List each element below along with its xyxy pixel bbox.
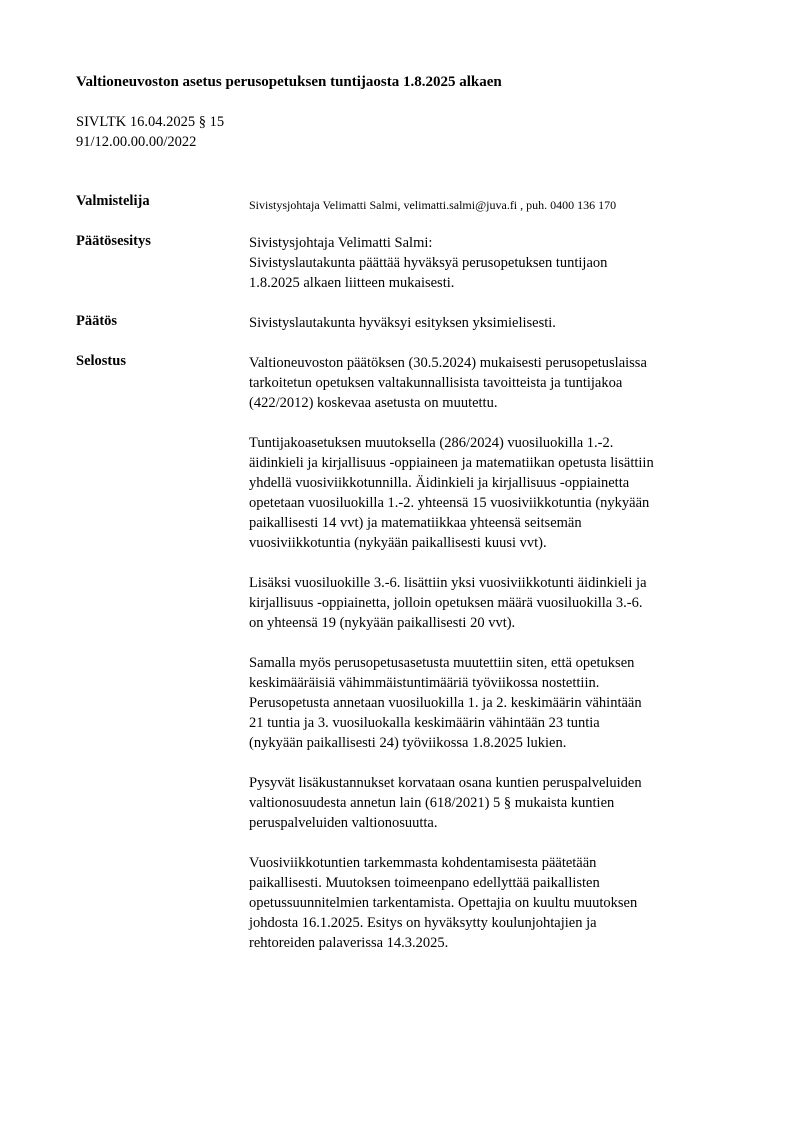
selostus-line: peruspalveluiden valtionosuutta. <box>249 815 438 831</box>
case-number: 91/12.00.00.00/2022 <box>76 134 197 150</box>
paatosesitys-label: Päätösesitys <box>76 233 151 249</box>
paatosesitys-content <box>249 233 749 293</box>
selostus-line: on yhteensä 19 (nykyään paikallisesti 20 vvt). <box>249 615 516 631</box>
meeting-reference: SIVLTK 16.04.2025 § 15 <box>76 114 225 130</box>
paatos-content <box>249 313 749 333</box>
selostus-line: rehtoreiden palaverissa 14.3.2025. <box>249 935 449 951</box>
selostus-line: Perusopetusta annetaan vuosiluokilla 1. ja 2. keskimäärin vähintään <box>249 695 642 711</box>
paatosesitys-line: 1.8.2025 alkaen liitteen mukaisesti. <box>249 275 455 291</box>
valmistelija-text: Sivistysjohtaja Velimatti Salmi, velimatti.salmi@juva.fi , puh. 0400 136 170 <box>249 198 617 212</box>
valmistelija-content <box>249 195 749 215</box>
selostus-paragraph <box>249 773 749 833</box>
selostus-line: keskimääräisiä vähimmäistuntimääriä työviikossa nostettiin. <box>249 675 600 691</box>
selostus-line: paikallisesti. Muutoksen toimeenpano edellyttää paikallisten <box>249 875 600 891</box>
paatos-label: Päätös <box>76 313 118 329</box>
selostus-content <box>249 353 749 973</box>
selostus-line: tarkoitetun opetuksen valtakunnallisista tavoitteista ja tuntijakoa <box>249 375 623 391</box>
selostus-line: (422/2012) koskevaa asetusta on muutettu. <box>249 395 498 411</box>
selostus-paragraph <box>249 353 749 413</box>
paatos-text: Sivistyslautakunta hyväksyi esityksen yksimielisesti. <box>249 315 556 331</box>
document-title: Valtioneuvoston asetus perusopetuksen tuntijaosta 1.8.2025 alkaen <box>76 74 502 90</box>
selostus-label: Selostus <box>76 353 126 369</box>
selostus-line: paikallisesti 14 vvt) ja matematiikkaa yhteensä seitsemän <box>249 515 582 531</box>
selostus-line: vuosiviikkotuntia (nykyään paikallisesti kuusi vvt). <box>249 535 547 551</box>
selostus-line: äidinkieli ja kirjallisuus -oppiaineen ja matematiikan opetusta lisättiin <box>249 455 654 471</box>
selostus-line: Valtioneuvoston päätöksen (30.5.2024) mukaisesti perusopetuslaissa <box>249 355 647 371</box>
selostus-line: valtionosuudesta annetun lain (618/2021) 5 § mukaista kuntien <box>249 795 615 811</box>
paatosesitys-line: Sivistysjohtaja Velimatti Salmi: <box>249 235 433 251</box>
selostus-line: johdosta 16.1.2025. Esitys on hyväksytty koulunjohtajien ja <box>249 915 597 931</box>
valmistelija-label: Valmistelija <box>76 193 150 209</box>
selostus-paragraph <box>249 433 749 553</box>
selostus-paragraph <box>249 573 749 633</box>
paatosesitys-line: Sivistyslautakunta päättää hyväksyä perusopetuksen tuntijaon <box>249 255 608 271</box>
selostus-paragraph <box>249 653 749 753</box>
selostus-line: yhdellä vuosiviikkotunnilla. Äidinkieli ja kirjallisuus -oppiainetta <box>249 475 630 491</box>
selostus-paragraph <box>249 853 749 953</box>
selostus-line: (nykyään paikallisesti 24) työviikossa 1.8.2025 lukien. <box>249 735 567 751</box>
selostus-line: Samalla myös perusopetusasetusta muutettiin siten, että opetuksen <box>249 655 635 671</box>
selostus-line: Pysyvät lisäkustannukset korvataan osana kuntien peruspalveluiden <box>249 775 642 791</box>
selostus-line: Tuntijakoasetuksen muutoksella (286/2024) vuosiluokilla 1.-2. <box>249 435 614 451</box>
selostus-line: Vuosiviikkotuntien tarkemmasta kohdentamisesta päätetään <box>249 855 597 871</box>
selostus-line: Lisäksi vuosiluokille 3.-6. lisättiin yksi vuosiviikkotunti äidinkieli ja <box>249 575 647 591</box>
selostus-line: opetetaan vuosiluokilla 1.-2. yhteensä 15 vuosiviikkotuntia (nykyään <box>249 495 650 511</box>
selostus-line: 21 tuntia ja 3. vuosiluokalla keskimäärin vähintään 23 tuntia <box>249 715 600 731</box>
selostus-line: opetussuunnitelmien tarkentamista. Opettajia on kuultu muutoksen <box>249 895 638 911</box>
selostus-line: kirjallisuus -oppiainetta, jolloin opetuksen määrä vuosiluokilla 3.-6. <box>249 595 643 611</box>
